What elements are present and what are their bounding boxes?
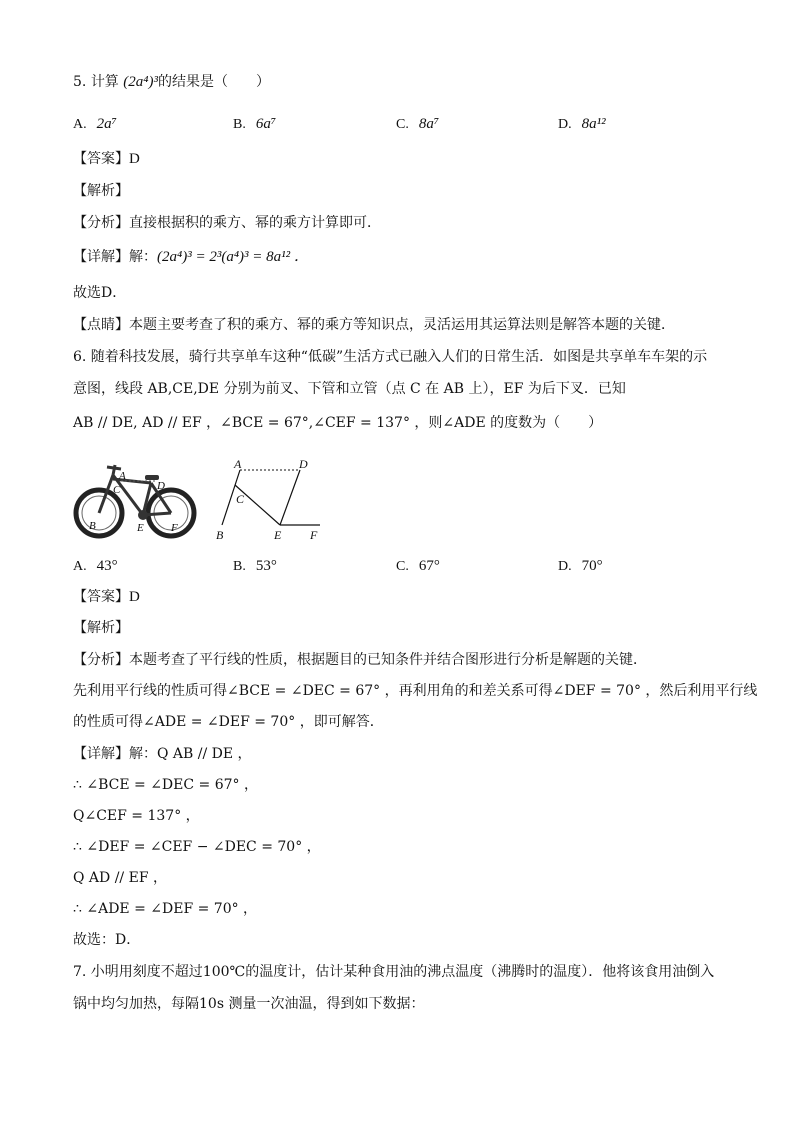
detail-expression: (2a⁴)³ = 2³(a⁴)³ = 8a¹² ． — [157, 249, 309, 265]
q5-choice — [73, 283, 126, 303]
option-label: C. — [396, 117, 409, 132]
option-label: B. — [233, 117, 246, 132]
option-value: 6a⁷ — [255, 116, 277, 132]
q5-number: 5. — [73, 74, 87, 90]
q6-explain-line2: 的性质可得∠ADE = ∠DEF = 70° ，即可解答． — [73, 714, 384, 730]
q6-detail-step4: ∴ ∠DEF = ∠CEF − ∠DEC = 70° ， — [73, 839, 321, 855]
q7-stem-line2: 锅中均匀加热，每隔10s 测量一次油温，得到如下数据： — [73, 996, 425, 1012]
q5-comment — [73, 315, 675, 335]
q5-option-a — [73, 114, 117, 135]
bicycle-illustration — [73, 455, 198, 545]
option-value: 67° — [418, 558, 440, 574]
option-label: D. — [558, 559, 572, 574]
crank — [138, 510, 148, 520]
answer-value: D — [129, 589, 140, 605]
label-c: C — [236, 492, 245, 506]
q5-option-c — [396, 114, 439, 135]
q6-option-c — [396, 556, 440, 577]
q6-explain-line1: 先利用平行线的性质可得∠BCE = ∠DEC = 67° ，再利用角的和差关系可得∠DEF = 70° ，然后利用平行线 — [73, 683, 758, 699]
option-label: C. — [396, 559, 409, 574]
q5-option-d — [558, 114, 606, 135]
q6-option-a — [73, 556, 118, 577]
comment-tag: 【点睛】 — [73, 317, 129, 333]
q6-option-b — [233, 556, 277, 577]
q6-answer — [73, 587, 140, 607]
q6-detail-step1 — [73, 744, 252, 764]
label-e: E — [274, 528, 282, 542]
segment-de — [280, 470, 300, 525]
analysis-tag: 【解析】 — [73, 183, 129, 199]
fenxi-text: 本题考查了平行线的性质，根据题目的已知条件并结合图形进行分析是解题的关键． — [129, 652, 647, 668]
q5-answer — [73, 149, 140, 169]
option-value: 70° — [581, 558, 603, 574]
bike-label-c: C — [113, 484, 121, 496]
q5-fenxi — [73, 213, 381, 233]
option-label: A. — [73, 117, 87, 132]
q5-option-b — [233, 114, 276, 135]
bike-label-f: F — [171, 522, 178, 534]
fenxi-tag: 【分析】 — [73, 652, 129, 668]
option-label: D. — [558, 117, 572, 132]
answer-value: D — [129, 151, 140, 167]
fenxi-tag: 【分析】 — [73, 215, 129, 231]
analysis-tag: 【解析】 — [73, 620, 129, 636]
q6-detail-step5: Q AD // EF ， — [73, 870, 167, 886]
q5-analysis-heading — [73, 181, 129, 201]
q6-detail-step2: ∴ ∠BCE = ∠DEC = 67° ， — [73, 777, 258, 793]
label-d: D — [299, 457, 308, 471]
bike-label-a: A — [119, 470, 126, 482]
option-value: 2a⁷ — [96, 116, 117, 132]
option-label: A. — [73, 559, 87, 574]
label-b: B — [216, 528, 224, 542]
option-value: 43° — [96, 558, 118, 574]
option-value: 53° — [255, 558, 277, 574]
q6-stem-line2: 意图，线段 AB,CE,DE 分别为前叉、下管和立管（点 C 在 AB 上），EF 为后下叉．已知 — [73, 381, 626, 397]
choice-text: 故选D． — [73, 285, 127, 301]
detail-tag: 【详解】 — [73, 746, 129, 762]
q5-stem — [73, 72, 270, 92]
option-value: 8a¹² — [581, 116, 606, 132]
label-f: F — [310, 528, 318, 542]
q6-stem-line1: 6. 随着科技发展，骑行共享单车这种“低碳”生活方式已融入人们的日常生活．如图是共享单车车架的示 — [73, 349, 708, 365]
frame-geometry-diagram — [208, 455, 333, 547]
q5-expression: (2a⁴)³ — [123, 74, 158, 90]
detail-tag: 【详解】 — [73, 249, 129, 265]
bike-label-e: E — [137, 522, 144, 534]
q6-detail-step6: ∴ ∠ADE = ∠DEF = 70° ， — [73, 901, 258, 917]
comment-text: 本题主要考查了积的乘方、幂的乘方等知识点，灵活运用其运算法则是解答本题的关键． — [129, 317, 675, 333]
q6-detail-step7: 故选：D． — [73, 932, 141, 948]
q6-fenxi — [73, 650, 647, 670]
step-text: 解：Q AB // DE ， — [129, 746, 252, 762]
q5-detail — [73, 247, 309, 267]
q7-stem-line1: 7. 小明用刻度不超过100℃的温度计，估计某种食用油的沸点温度（沸腾时的温度）．他将该食用油倒入 — [73, 964, 715, 980]
label-a: A — [234, 457, 242, 471]
answer-tag: 【答案】 — [73, 589, 129, 605]
q6-analysis-heading — [73, 618, 129, 638]
detail-prefix: 解： — [129, 249, 157, 265]
q6-stem-line3: AB // DE, AD // EF ，∠BCE = 67°,∠CEF = 137° ，则∠ADE 的度数为（ ） — [73, 415, 603, 431]
answer-tag: 【答案】 — [73, 151, 129, 167]
bike-label-b: B — [89, 520, 96, 532]
option-value: 8a⁷ — [418, 116, 440, 132]
bike-label-d: D — [157, 480, 165, 492]
q5-stem-prefix: 计算 — [90, 74, 119, 90]
option-label: B. — [233, 559, 246, 574]
q6-detail-step3: Q∠CEF = 137° ， — [73, 808, 200, 824]
q6-option-d — [558, 556, 603, 577]
fenxi-text: 直接根据积的乘方、幂的乘方计算即可． — [129, 215, 381, 231]
q5-stem-suffix: 的结果是（ ） — [157, 74, 270, 90]
